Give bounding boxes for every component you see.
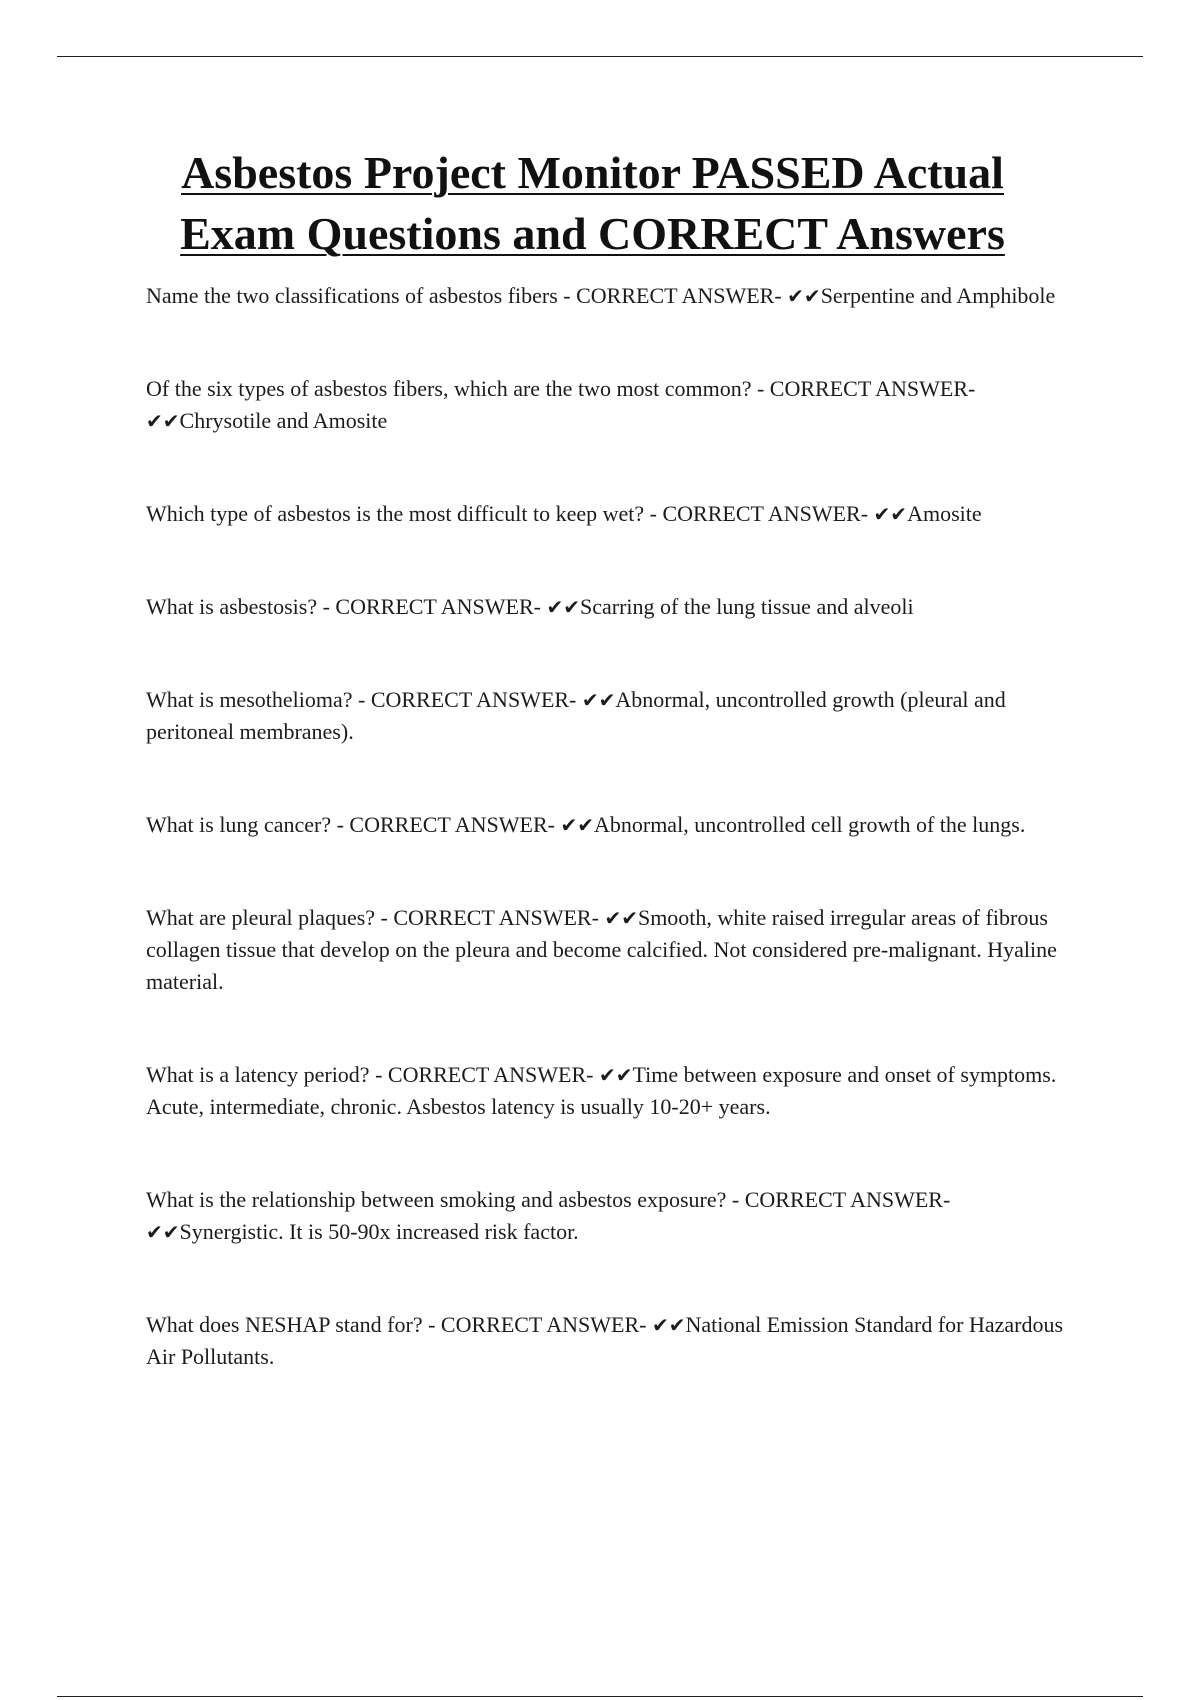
question-text: Name the two classifications of asbestos fibers - CORRECT ANSWER- <box>146 283 788 308</box>
double-check-icon: ✔✔ <box>873 502 908 526</box>
qa-item <box>146 591 1066 623</box>
double-check-icon: ✔✔ <box>560 813 594 837</box>
qa-item <box>146 373 1066 437</box>
qa-item <box>146 1059 1066 1123</box>
double-check-icon: ✔✔ <box>581 688 616 712</box>
question-text: What is mesothelioma? - CORRECT ANSWER- <box>146 687 582 712</box>
document-title: Asbestos Project Monitor PASSED Actual Exam Questions and CORRECT Answers <box>180 147 1005 259</box>
qa-item <box>146 684 1066 748</box>
top-divider <box>57 56 1143 57</box>
qa-item <box>146 1309 1066 1373</box>
qa-item <box>146 1184 1066 1248</box>
answer-text: Chrysotile and Amosite <box>179 408 388 433</box>
answer-text: Time between exposure and onset of symptoms. Acute, intermediate, chronic. Asbestos latency is usually 10-20+ years. <box>146 1062 1057 1119</box>
double-check-icon: ✔✔ <box>546 595 580 619</box>
double-check-icon: ✔✔ <box>146 409 180 433</box>
answer-text: Serpentine and Amphibole <box>820 283 1056 308</box>
qa-item <box>146 498 1066 530</box>
question-text: What is asbestosis? - CORRECT ANSWER- <box>146 594 547 619</box>
qa-item <box>146 280 1066 312</box>
answer-text: Abnormal, uncontrolled cell growth of the lungs. <box>593 812 1026 837</box>
question-text: What is a latency period? - CORRECT ANSWER- <box>146 1062 599 1087</box>
double-check-icon: ✔✔ <box>604 906 638 930</box>
answer-text: Scarring of the lung tissue and alveoli <box>579 594 914 619</box>
question-text: What does NESHAP stand for? - CORRECT ANSWER- <box>146 1312 652 1337</box>
double-check-icon: ✔✔ <box>146 1220 180 1244</box>
answer-text: Amosite <box>907 501 982 526</box>
question-text: Which type of asbestos is the most difficult to keep wet? - CORRECT ANSWER- <box>146 501 874 526</box>
question-text: Of the six types of asbestos fibers, which are the two most common? - CORRECT ANSWER- <box>146 376 976 401</box>
double-check-icon: ✔✔ <box>598 1063 633 1087</box>
bottom-divider <box>57 1696 1143 1697</box>
answer-text: National Emission Standard for Hazardous Air Pollutants. <box>146 1312 1064 1369</box>
qa-item <box>146 902 1066 998</box>
qa-list <box>146 280 1066 1373</box>
question-text: What is the relationship between smoking and asbestos exposure? - CORRECT ANSWER- <box>146 1187 951 1212</box>
question-text: What is lung cancer? - CORRECT ANSWER- <box>146 812 561 837</box>
double-check-icon: ✔✔ <box>651 1313 686 1337</box>
question-text: What are pleural plaques? - CORRECT ANSWER- <box>146 905 605 930</box>
double-check-icon: ✔✔ <box>787 284 821 308</box>
answer-text: Synergistic. It is 50-90x increased risk factor. <box>179 1219 579 1244</box>
answer-text: Smooth, white raised irregular areas of fibrous collagen tissue that develop on the pleura and become calcified. Not considered pre-malignant. Hyaline material. <box>146 905 1057 994</box>
answer-text: Abnormal, uncontrolled growth (pleural and peritoneal membranes). <box>146 687 1006 744</box>
qa-item <box>146 809 1066 841</box>
